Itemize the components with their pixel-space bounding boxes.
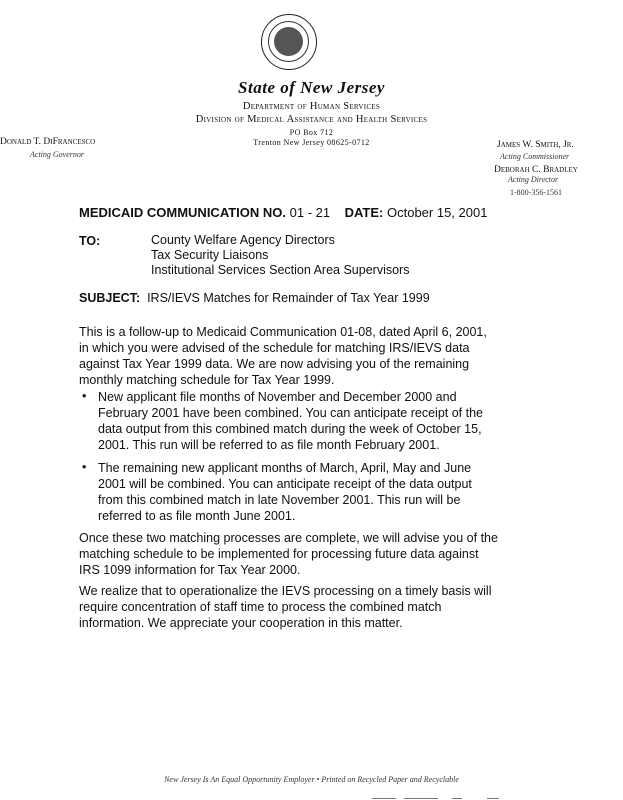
city-address: Trenton New Jersey 08625-0712 bbox=[253, 138, 370, 147]
intro-paragraph: This is a follow-up to Medicaid Communication 01-08, dated April 6, 2001, in which you were advised of the schedule for matching IRS/IEVS data against Tax Year 1999 data. We are now advising you of the remaining monthly matching schedule for Tax Year 1999. bbox=[79, 325, 487, 387]
subject-text: IRS/IEVS Matches for Remainder of Tax Year 1999 bbox=[147, 291, 430, 305]
communication-heading bbox=[79, 205, 487, 220]
division-name: Division of Medical Assistance and Health Services bbox=[195, 114, 428, 125]
governor-name: Donald T. DiFrancesco bbox=[0, 137, 96, 147]
scan-mark bbox=[452, 798, 462, 799]
commissioner-name: James W. Smith, Jr. bbox=[497, 140, 574, 150]
director-name: Deborah C. Bradley bbox=[494, 165, 578, 175]
scan-mark bbox=[372, 798, 396, 799]
recipient-item: Institutional Services Section Area Supervisors bbox=[151, 263, 410, 277]
phone-number: 1-800-356-1561 bbox=[510, 188, 562, 197]
communication-date: October 15, 2001 bbox=[386, 205, 488, 220]
bullet-dot: • bbox=[82, 389, 87, 403]
department-name: Department of Human Services bbox=[242, 101, 381, 112]
state-title: State of New Jersey bbox=[238, 78, 385, 97]
date-label: DATE: bbox=[344, 205, 384, 220]
scan-mark bbox=[404, 798, 438, 799]
state-seal-icon bbox=[261, 14, 317, 70]
recipient-item: County Welfare Agency Directors bbox=[151, 233, 335, 247]
closing-paragraph-2: We realize that to operationalize the IEVS processing on a timely basis will require concentration of staff time to process the combined match information. We appreciate your cooperation in this matter. bbox=[79, 584, 492, 630]
communication-number: 01 - 21 bbox=[289, 205, 331, 220]
recipient-item: Tax Security Liaisons bbox=[151, 248, 269, 262]
scan-mark bbox=[487, 798, 499, 799]
seal-center bbox=[274, 27, 303, 56]
governor-title: Acting Governor bbox=[30, 150, 84, 159]
po-box: PO Box 712 bbox=[289, 128, 334, 137]
communication-label: MEDICAID COMMUNICATION NO. bbox=[79, 205, 287, 220]
subject-line bbox=[79, 291, 430, 305]
commissioner-title: Acting Commissioner bbox=[500, 152, 570, 161]
subject-label: SUBJECT: bbox=[79, 291, 141, 305]
recipient-list bbox=[151, 233, 409, 278]
closing-paragraph-1: Once these two matching processes are complete, we will advise you of the matching schedule to be implemented for processing future data against IRS 1099 information for Tax Year 2000. bbox=[79, 531, 498, 577]
bullet-dot: • bbox=[82, 460, 87, 474]
director-title: Acting Director bbox=[508, 175, 559, 184]
bullet-paragraph: The remaining new applicant months of March, April, May and June 2001 will be combined. You can anticipate receipt of the data output from this combined match in late November 2001. This run will be referred to as file month June 2001. bbox=[98, 461, 472, 523]
to-label: TO: bbox=[79, 234, 101, 248]
footer-text: New Jersey Is An Equal Opportunity Employer • Printed on Recycled Paper and Recyclable bbox=[164, 775, 459, 784]
bullet-paragraph: New applicant file months of November and December 2000 and February 2001 have been combined. You can anticipate receipt of the data output from this combined match during the week of October 15, 2001. This run will be referred to as file month February 2001. bbox=[98, 390, 483, 452]
